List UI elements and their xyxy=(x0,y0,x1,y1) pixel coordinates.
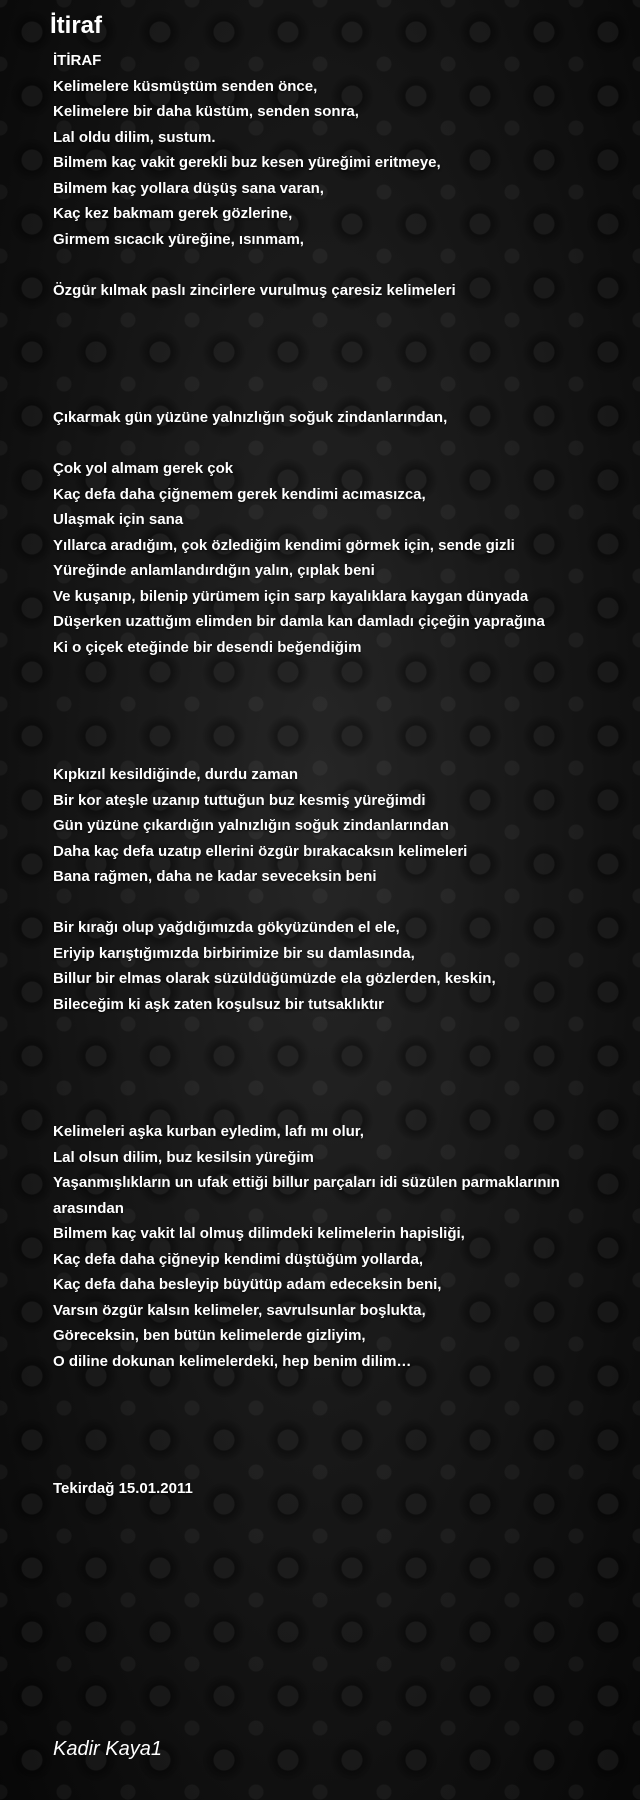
poem-line: Bana rağmen, daha ne kadar seveceksin beni xyxy=(53,868,377,885)
poem-line: Yüreğinde anlamlandırdığın yalın, çıplak beni xyxy=(53,562,375,579)
poem-line: Yıllarca aradığım, çok özlediğim kendimi görmek için, sende gizli xyxy=(53,536,515,554)
poem-line: İTİRAF xyxy=(53,52,102,69)
poem-line: Lal oldu dilim, sustum. xyxy=(53,128,216,146)
poem-title: İtiraf xyxy=(50,12,103,39)
poem-blank-line xyxy=(53,431,623,457)
poem-line: Kaç defa daha çiğneyip kendimi düştüğüm yollarda, xyxy=(53,1250,424,1268)
poem-line: Kaç defa daha besleyip büyütüp adam edeceksin beni, xyxy=(53,1276,442,1293)
poem-line: Yaşanmışlıkların un ufak ettiği billur parçaları idi süzülen parmaklarının arasından xyxy=(53,1174,560,1217)
poem-line: Kaç defa daha çiğnemem gerek kendimi acımasızca, xyxy=(53,485,426,503)
poem-line: Ki o çiçek eteğinde bir desendi beğendiğim xyxy=(53,638,362,656)
poem-line: Lal olsun dilim, buz kesilsin yüreğim xyxy=(53,1148,314,1166)
poem-blank-line xyxy=(53,354,623,380)
poem-blank-line xyxy=(53,890,623,916)
poem-line: Daha kaç defa uzatıp ellerini özgür bırakacaksın kelimeleri xyxy=(53,842,468,860)
poem-line: Ve kuşanıp, bilenip yürümem için sarp kayalıklara kaygan dünyada xyxy=(53,587,529,605)
poem-line: Bileceğim ki aşk zaten koşulsuz bir tutsaklıktır xyxy=(53,995,384,1013)
poem-blank-line xyxy=(53,1017,623,1043)
poem-blank-line xyxy=(53,329,623,355)
poem-line: Özgür kılmak paslı zincirlere vurulmuş çaresiz kelimeleri xyxy=(53,281,456,299)
poem-blank-line xyxy=(53,303,623,329)
poem-line: Düşerken uzattığım elimden bir damla kan damladı çiçeğin yaprağına xyxy=(53,613,545,630)
poem-blank-line xyxy=(53,1068,623,1094)
poem-blank-line xyxy=(53,1094,623,1120)
poem-blank-line xyxy=(53,1451,623,1477)
poem-blank-line xyxy=(53,1400,623,1426)
poem-line: Kaç kez bakmam gerek gözlerine, xyxy=(53,205,293,222)
poem-line: Çıkarmak gün yüzüne yalnızlığın soğuk zindanlarından, xyxy=(53,409,448,426)
poem-author: Kadir Kaya1 xyxy=(53,1738,162,1760)
poem-line: Kelimeleri aşka kurban eyledim, lafı mı olur, xyxy=(53,1123,364,1140)
poem-blank-line xyxy=(53,1043,623,1069)
poem-line: Kıpkızıl kesildiğinde, durdu zaman xyxy=(53,766,299,783)
poem-body xyxy=(53,48,623,1502)
poem-line: Ulaşmak için sana xyxy=(53,511,184,528)
poem-line: Çok yol almam gerek çok xyxy=(53,460,234,477)
poem-line: Bilmem kaç vakit lal olmuş dilimdeki kelimelerin hapisliği, xyxy=(53,1225,465,1242)
poem-line: Kelimelere küsmüştüm senden önce, xyxy=(53,77,318,95)
poem-blank-line xyxy=(53,737,623,763)
poem-blank-line xyxy=(53,252,623,278)
poem-line: Tekirdağ 15.01.2011 xyxy=(53,1480,193,1497)
poem-line: Girmem sıcacık yüreğine, ısınmam, xyxy=(53,230,304,248)
poem-line: Bilmem kaç yollara düşüş sana varan, xyxy=(53,179,324,197)
poem-line: Bir kırağı olup yağdığımızda gökyüzünden el ele, xyxy=(53,919,400,936)
poem-blank-line xyxy=(53,1425,623,1451)
poem-line: Eriyip karıştığımızda birbirimize bir su damlasında, xyxy=(53,944,415,962)
poem-line: Bir kor ateşle uzanıp tuttuğun buz kesmiş yüreğimdi xyxy=(53,791,426,809)
poem-blank-line xyxy=(53,1374,623,1400)
poem-line: O diline dokunan kelimelerdeki, hep benim dilim… xyxy=(53,1352,412,1370)
poem-line: Varsın özgür kalsın kelimeler, savrulsunlar boşlukta, xyxy=(53,1301,426,1319)
poem-line: Gün yüzüne çıkardığın yalnızlığın soğuk zindanlarından xyxy=(53,817,449,834)
poem-line: Billur bir elmas olarak süzüldüğümüzde ela gözlerden, keskin, xyxy=(53,970,496,987)
poem-line: Kelimelere bir daha küstüm, senden sonra, xyxy=(53,103,359,120)
poem-blank-line xyxy=(53,660,623,686)
poem-line: Bilmem kaç vakit gerekli buz kesen yüreğimi eritmeye, xyxy=(53,154,441,171)
poem-blank-line xyxy=(53,711,623,737)
poem-line: Göreceksin, ben bütün kelimelerde gizliyim, xyxy=(53,1327,366,1344)
poem-blank-line xyxy=(53,686,623,712)
poem-blank-line xyxy=(53,380,623,406)
